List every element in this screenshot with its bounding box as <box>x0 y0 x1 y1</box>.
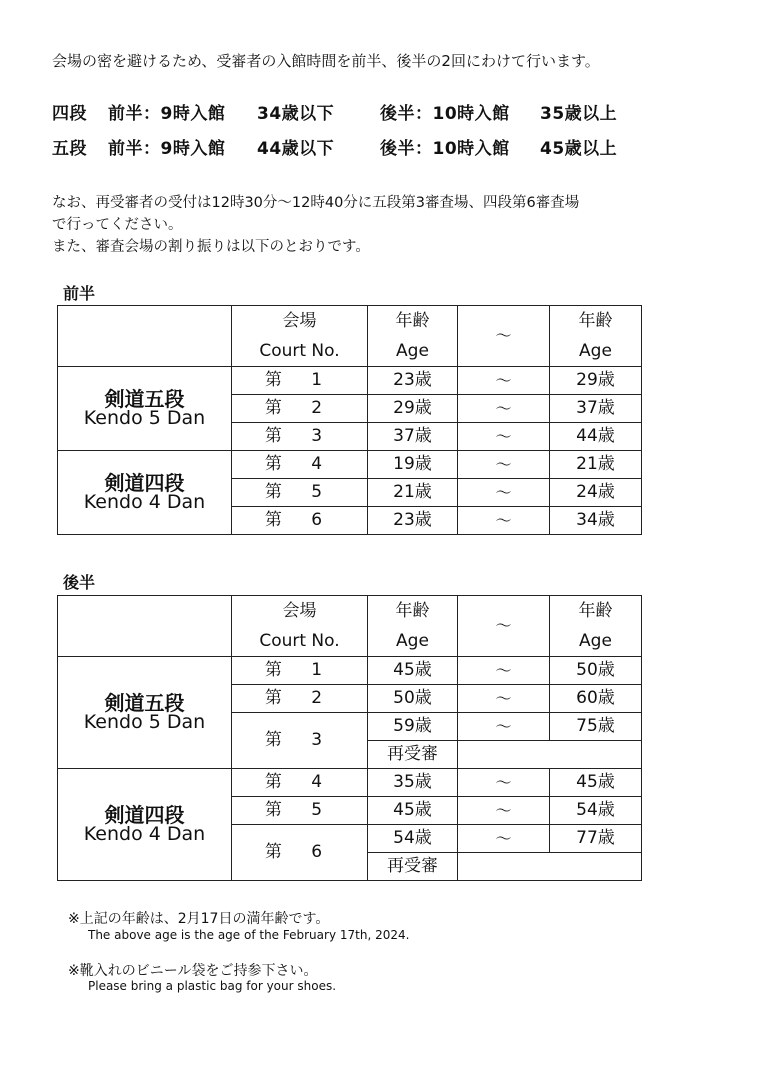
header-age-en: Age <box>550 336 642 367</box>
age-from: 59歳 <box>368 713 458 741</box>
header-age-en: Age <box>550 626 642 657</box>
footnote-jp: ※上記の年齢は、2月17日の満年齢です。 <box>68 911 330 927</box>
rank-jp: 剣道五段 <box>104 691 185 715</box>
header-age-jp: 年齢 <box>550 306 642 337</box>
age-to: 24歳 <box>550 479 642 507</box>
court-cell: 第 5 <box>232 797 368 825</box>
age-to: 44歳 <box>550 423 642 451</box>
intro-text: 会場の密を避けるため、受審者の入館時間を前半、後半の2回にわけて行います。 <box>52 52 600 70</box>
age-to: 77歳 <box>550 825 642 853</box>
rank-cell <box>58 367 232 451</box>
table-row <box>58 367 642 395</box>
schedule-rank: 四段 <box>52 104 87 124</box>
age-from: 45歳 <box>368 657 458 685</box>
schedule-first-age: 34歳以下 <box>257 104 335 124</box>
court-cell: 第 1 <box>232 367 368 395</box>
age-from: 50歳 <box>368 685 458 713</box>
note-line: で行ってください。 <box>52 217 183 233</box>
age-to: 34歳 <box>550 507 642 535</box>
age-from: 21歳 <box>368 479 458 507</box>
rank-jp: 剣道四段 <box>104 803 185 827</box>
schedule-second-label: 後半：10時入館 <box>380 139 510 159</box>
header-tilde: ～ <box>458 596 550 657</box>
schedule-second-age: 45歳以上 <box>540 139 618 159</box>
court-cell: 第 3 <box>232 713 368 769</box>
age-from: 29歳 <box>368 395 458 423</box>
age-from: 54歳 <box>368 825 458 853</box>
age-to: 75歳 <box>550 713 642 741</box>
age-from: 23歳 <box>368 507 458 535</box>
age-to: 21歳 <box>550 451 642 479</box>
header-court-en: Court No. <box>232 336 368 367</box>
rank-cell <box>58 451 232 535</box>
rank-en: Kendo 5 Dan <box>83 407 206 429</box>
rank-jp: 剣道五段 <box>104 387 185 411</box>
header-age-jp: 年齢 <box>368 306 458 337</box>
second-half-label: 後半 <box>63 573 96 592</box>
court-cell: 第 6 <box>232 507 368 535</box>
header-court-jp: 会場 <box>232 596 368 627</box>
schedule-first-label: 前半：9時入館 <box>108 139 226 159</box>
rank-cell <box>58 769 232 881</box>
court-cell: 第 5 <box>232 479 368 507</box>
tilde: ～ <box>458 797 550 825</box>
schedule-first-label: 前半：9時入館 <box>108 104 226 124</box>
table-row <box>58 451 642 479</box>
age-from: 37歳 <box>368 423 458 451</box>
age-to: 37歳 <box>550 395 642 423</box>
tilde: ～ <box>458 395 550 423</box>
court-cell: 第 2 <box>232 685 368 713</box>
header-court-en: Court No. <box>232 626 368 657</box>
rank-en: Kendo 5 Dan <box>83 711 206 733</box>
court-cell: 第 6 <box>232 825 368 881</box>
second-half-table <box>57 595 642 881</box>
table-row <box>58 769 642 797</box>
schedule-rank: 五段 <box>52 139 87 159</box>
rank-en: Kendo 4 Dan <box>83 823 206 845</box>
header-blank <box>58 596 232 657</box>
table-row <box>58 657 642 685</box>
header-tilde: ～ <box>458 306 550 367</box>
rank-en: Kendo 4 Dan <box>83 491 206 513</box>
age-to: 60歳 <box>550 685 642 713</box>
age-to: 50歳 <box>550 657 642 685</box>
retest-blank <box>458 741 642 769</box>
schedule-first-age: 44歳以下 <box>257 139 335 159</box>
header-age-jp: 年齢 <box>550 596 642 627</box>
tilde: ～ <box>458 713 550 741</box>
tilde: ～ <box>458 451 550 479</box>
tilde: ～ <box>458 507 550 535</box>
retest-cell: 再受審 <box>368 741 458 769</box>
footnote-en: Please bring a plastic bag for your shoes. <box>88 979 337 993</box>
age-from: 35歳 <box>368 769 458 797</box>
retest-blank <box>458 853 642 881</box>
court-cell: 第 2 <box>232 395 368 423</box>
tilde: ～ <box>458 423 550 451</box>
note-line: また、審査会場の割り振りは以下のとおりです。 <box>52 239 370 255</box>
first-half-table <box>57 305 642 535</box>
court-cell: 第 3 <box>232 423 368 451</box>
header-age-jp: 年齢 <box>368 596 458 627</box>
tilde: ～ <box>458 479 550 507</box>
rank-cell <box>58 657 232 769</box>
retest-cell: 再受審 <box>368 853 458 881</box>
age-to: 54歳 <box>550 797 642 825</box>
header-court-jp: 会場 <box>232 306 368 337</box>
age-to: 29歳 <box>550 367 642 395</box>
footnote-en: The above age is the age of the February 17th, 2024. <box>88 928 410 942</box>
schedule-second-label: 後半：10時入館 <box>380 104 510 124</box>
court-cell: 第 4 <box>232 451 368 479</box>
court-cell: 第 4 <box>232 769 368 797</box>
header-age-en: Age <box>368 336 458 367</box>
header-blank <box>58 306 232 367</box>
rank-jp: 剣道四段 <box>104 471 185 495</box>
first-half-label: 前半 <box>63 284 96 303</box>
tilde: ～ <box>458 685 550 713</box>
age-to: 45歳 <box>550 769 642 797</box>
age-from: 45歳 <box>368 797 458 825</box>
tilde: ～ <box>458 657 550 685</box>
court-cell: 第 1 <box>232 657 368 685</box>
footnote-jp: ※靴入れのビニール袋をご持参下さい。 <box>68 963 318 979</box>
age-from: 19歳 <box>368 451 458 479</box>
tilde: ～ <box>458 367 550 395</box>
schedule-second-age: 35歳以上 <box>540 104 618 124</box>
tilde: ～ <box>458 825 550 853</box>
header-age-en: Age <box>368 626 458 657</box>
age-from: 23歳 <box>368 367 458 395</box>
note-line: なお、再受審者の受付は12時30分～12時40分に五段第3審査場、四段第6審査場 <box>52 195 580 211</box>
tilde: ～ <box>458 769 550 797</box>
